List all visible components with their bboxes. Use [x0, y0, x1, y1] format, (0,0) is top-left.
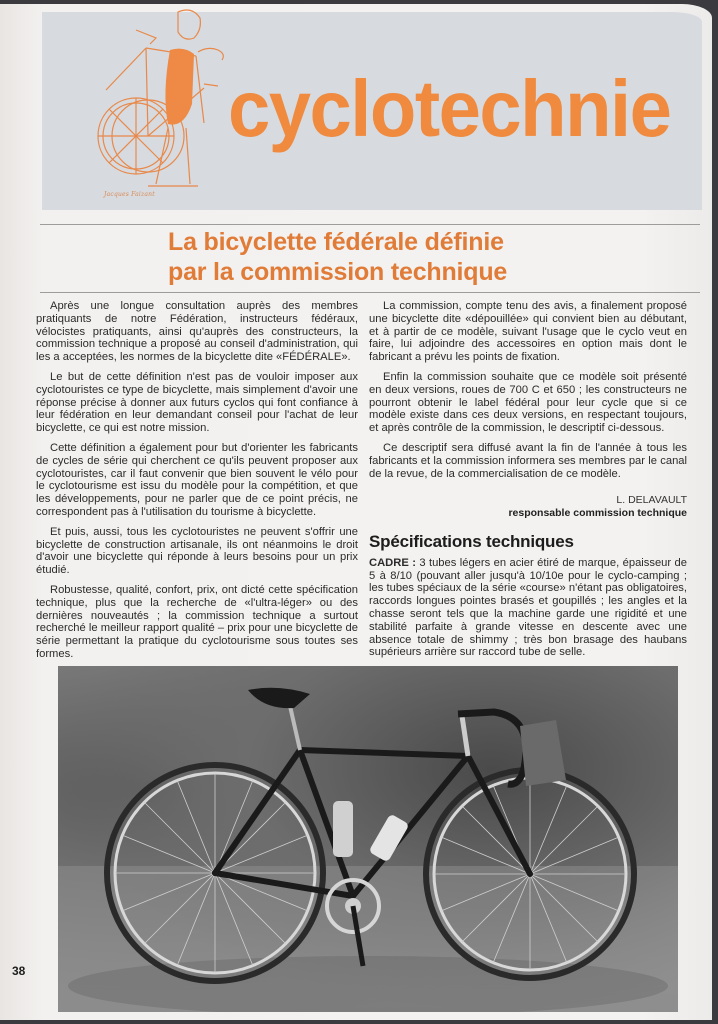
page-number: 38 — [12, 964, 26, 978]
author-role: responsable commission technique — [508, 507, 687, 520]
headline-rule-top — [40, 224, 700, 225]
paragraph: Enfin la commission souhaite que ce modèle soit présenté en deux versions, roues de 700 C et 650 ; les constructeurs ne pourront obtenir le label fédéral pour leur cycle que si ce modèle existe dans ces deux versions, en respectant toujours, et après contrôle de la commission, le descriptif ci-dessous. — [369, 370, 687, 435]
bicycle-drawing — [58, 666, 678, 1012]
section-title: cyclotechnie — [228, 64, 671, 154]
author-signature — [369, 494, 687, 520]
specs-heading: Spécifications techniques — [369, 531, 574, 551]
paragraph: Le but de cette définition n'est pas de vouloir imposer aux cyclotouristes ce type de bicyclette, mais simplement d'avoir une réponse précise à donner aux futurs cyclos qui font confiance à leur fédération en leur demandant conseil pour l'achat de leur bicyclette, ce qui est notre mission. — [36, 370, 358, 435]
article-headline — [168, 227, 608, 287]
headline-line-2: par la commission technique — [168, 258, 508, 286]
paragraph: Ce descriptif sera diffusé avant la fin de l'année à tous les fabricants et la commission informera ses membres par le canal de la revue, de la commercialisation de ce modèle. — [369, 441, 687, 480]
headline-line-1: La bicyclette fédérale définie — [168, 228, 504, 256]
spec-text: 3 tubes légers en acier étiré de marque, épaisseur de 5 à 8/10 (pouvant aller jusqu'à 10/10e pour le cyclo-camping ; les tubes spéciaux de la série «course» n'étant pas obligatoires, raccords longues pointes brasés et goupillés ; les angles et la chasse seront tels que la machine garde une rigidité et une stabilité parfaite à grande vitesse en descente avec une absence totale de shimmy ; très bon brasage des haubans supérieurs arrière sur raccord tube de selle. — [369, 556, 687, 659]
spec-item — [369, 557, 687, 659]
magazine-page — [0, 4, 712, 1020]
paragraph: Robustesse, qualité, confort, prix, ont dicté cette spécification technique, plus que la recherche de «l'ultra-léger» ou des dernières nouveautés ; la commission technique a surtout recherché le meilleur rapport qualité – prix pour une bicyclette de série permettant la pratique du cyclotourisme sous toutes ses formes. — [36, 583, 358, 660]
handlebar-bag — [520, 720, 566, 786]
water-bottle — [333, 801, 353, 857]
bicycle-photo — [58, 666, 678, 1012]
illustration-signature: Jacques Faizant — [104, 191, 155, 198]
headline-rule-bottom — [40, 292, 700, 293]
paragraph: La commission, compte tenu des avis, a finalement proposé une bicyclette dite «dépouillée» qui convient bien au débutant, et à partir de ce modèle, suivant l'usage que le cyclo veut en faire, lui adjoindre des accessoires en option mais dont le fabricant a prévu les points de fixation. — [369, 300, 687, 364]
specs-list — [369, 557, 687, 659]
left-column — [36, 300, 358, 668]
illustration-dress — [165, 49, 194, 125]
spec-label: CADRE : — [369, 556, 416, 569]
paragraph: Cette définition a également pour but d'orienter les fabricants de cycles de série qui cherchent ce qu'ils peuvent proposer aux cyclotouristes, car il faut convenir que bien souvent le vélo pour le cyclotourisme est issu du modèle pour la compétition, et que les développements, pour ne parler que de ce point précis, ne correspondent pas à l'utilisation du tourisme à bicyclette. — [36, 441, 358, 518]
cyclist-illustration — [86, 8, 246, 198]
author-name: L. DELAVAULT — [616, 494, 687, 507]
saddle — [248, 688, 310, 708]
paragraph: Et puis, aussi, tous les cyclotouristes ne peuvent s'offrir une bicyclette de construction artisanale, ils ont néanmoins le droit d'avoir une bicyclette qui réponde à leurs besoins pour un prix étudié. — [36, 525, 358, 577]
right-column — [369, 300, 687, 666]
paragraph: Après une longue consultation auprès des membres pratiquants de notre Fédération, instructeurs fédéraux, vélocistes pratiquants, ainsi qu'auprès des constructeurs, la commission technique a proposé au conseil d'administration, qui les a acceptées, les normes de la bicyclette dite «FÉDÉRALE». — [36, 300, 358, 364]
